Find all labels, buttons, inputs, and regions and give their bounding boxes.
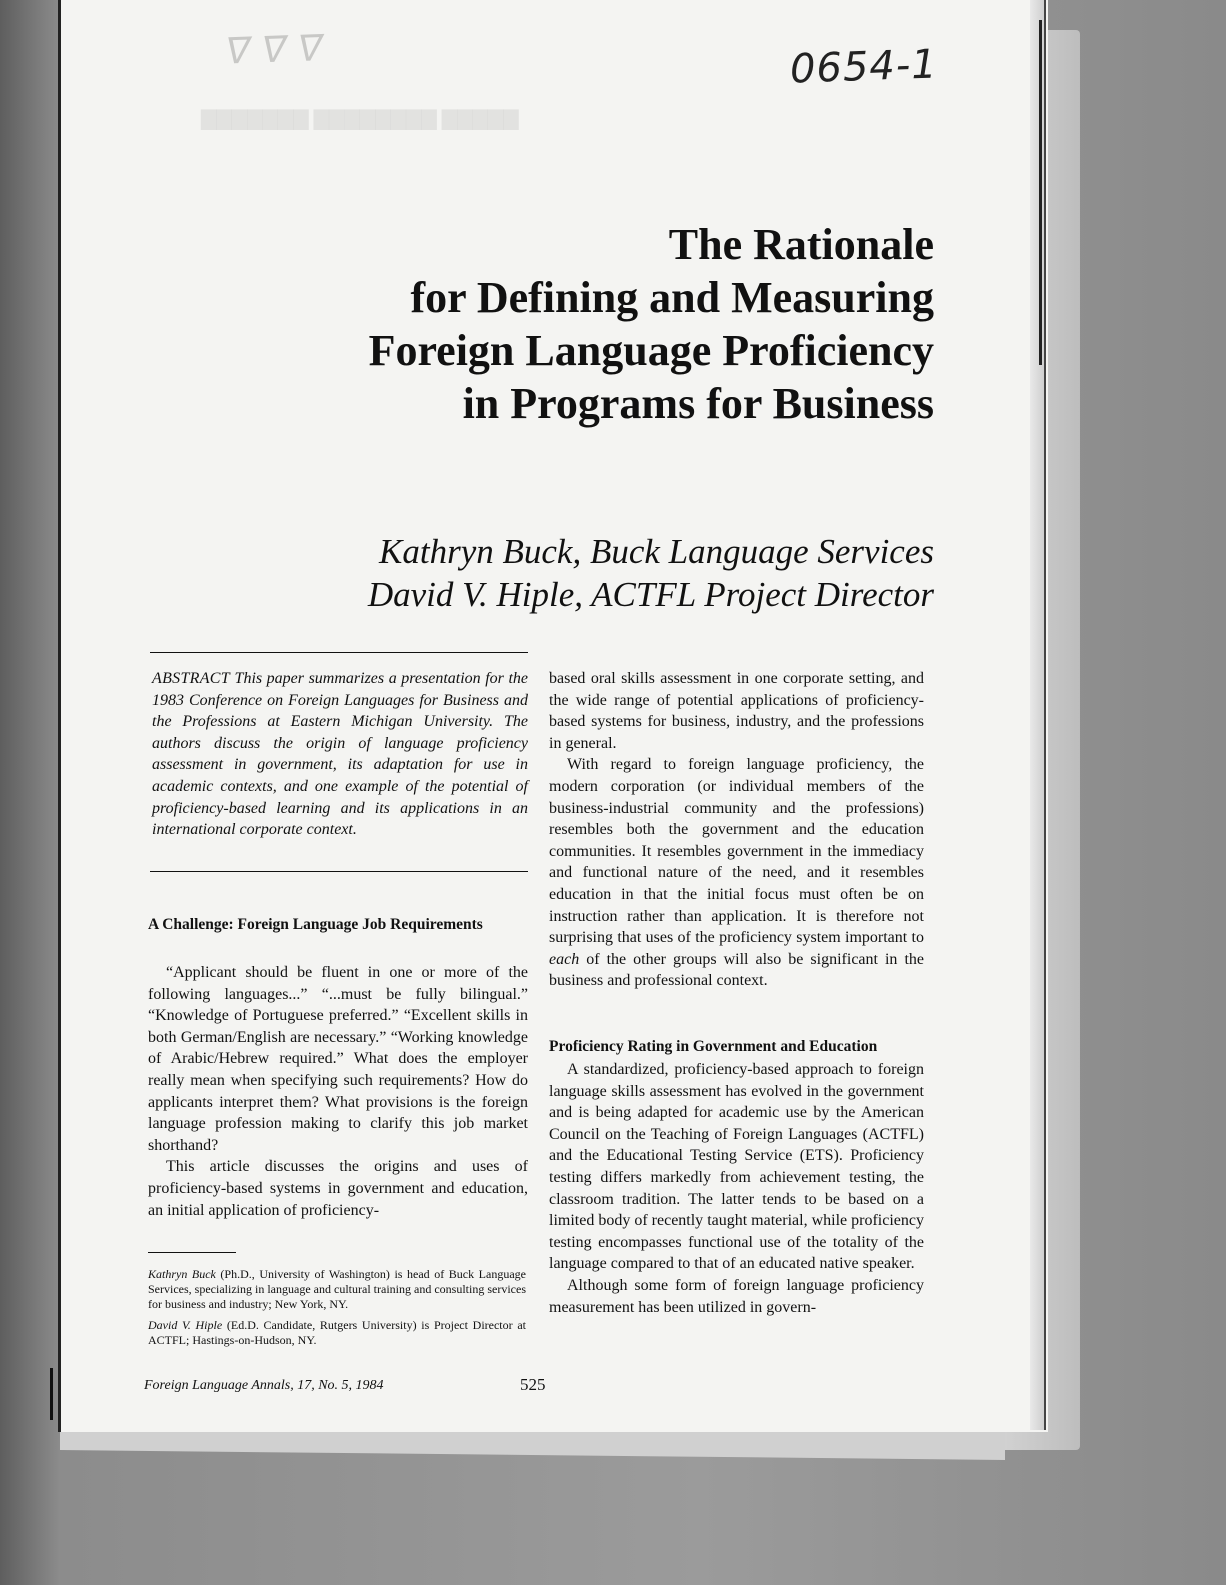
- emphasis-text: each: [549, 950, 580, 968]
- abstract-bottom-rule: [150, 871, 528, 872]
- title-line: The Rationale: [668, 220, 934, 269]
- author-footnotes: [148, 1267, 526, 1354]
- page-edge-shadow: [1039, 20, 1042, 365]
- body-paragraph: [549, 754, 924, 992]
- page-edge: [1030, 0, 1046, 1430]
- handwritten-catalog-code: 0654-1: [789, 41, 939, 93]
- body-paragraph: “Applicant should be fluent in one or more of the following languages...” “...must be fully bilingual.” “Knowledge of Portuguese preferred.” “Excellent skills in both German/English are necessary.” “Working knowledge of Arabic/Hebrew required.” What does the employer really mean when specifying such requirements? How do applicants interpret them? What provisions is the foreign language profession making to clarify this job market shorthand?: [148, 964, 528, 1154]
- author-line: Kathryn Buck, Buck Language Services: [379, 532, 934, 571]
- binding-mark: [50, 1368, 53, 1420]
- paragraph-text: of the other groups will also be significant in the business and professional context.: [549, 950, 924, 990]
- bleed-through-text: ▇▇▇▇▇ ▇▇▇▇▇▇▇▇ ▇▇▇▇▇▇▇: [201, 108, 519, 130]
- footnote-author: David V. Hiple: [148, 1318, 223, 1332]
- section-heading: A Challenge: Foreign Language Job Requirements: [148, 916, 483, 933]
- footnote: [148, 1318, 526, 1348]
- body-paragraph: A standardized, proficiency-based approach to foreign language skills assessment has evolved in the government and is being adapted for academic use by the American Council on the Teaching of Foreign Languages (ACTFL) and the Educational Testing Service (ETS). Proficiency testing differs markedly from achievement testing, the classroom tradition. The latter tends to be based on a limited body of recently taught material, while proficiency testing encompasses functional use of the totality of the language compared to that of an educated native speaker.: [549, 1061, 924, 1273]
- author-byline: [368, 530, 934, 616]
- faint-handwriting-bleed: ᐁ ᐁ ᐁ: [225, 28, 324, 73]
- abstract-top-rule: [150, 652, 528, 653]
- title-line: Foreign Language Proficiency: [368, 326, 934, 375]
- title-line: for Defining and Measuring: [410, 273, 934, 322]
- footnote-rule: [148, 1252, 236, 1253]
- footnote: [148, 1267, 526, 1312]
- body-paragraph: This article discusses the origins and uses of proficiency-based systems in government and education, an initial application of proficiency-: [148, 1158, 528, 1219]
- title-line: in Programs for Business: [462, 379, 934, 428]
- author-line: David V. Hiple, ACTFL Project Director: [367, 575, 934, 614]
- footnote-text: (Ed.D. Candidate, Rutgers University) is Project Director at ACTFL; Hastings-on-Hudson, NY.: [148, 1318, 526, 1347]
- abstract: [152, 668, 528, 841]
- abstract-text: This paper summarizes a presentation for the 1983 Conference on Foreign Languages for Business and the Professions at Eastern Michigan University. The authors discuss the origin of language proficiency assessment in government, its adaptation for use in academic contexts, and one example of the potential of proficiency-based learning and its applications in an international corporate context.: [152, 670, 529, 839]
- paragraph-text: With regard to foreign language proficiency, the modern corporation (or individual members of the business-industrial community and the professions) resembles both the government and the education communities. It resembles government in the immediacy and functional nature of the need, and it resembles education in that the initial focus must often be on instruction rather than application. It is therefore not surprising that uses of the proficiency system important to: [549, 756, 924, 947]
- page-number: 525: [520, 1375, 546, 1394]
- footnote-text: (Ph.D., University of Washington) is head of Buck Language Services, specializing in language and cultural training and consulting services for business and industry; New York, NY.: [148, 1267, 526, 1311]
- abstract-label: ABSTRACT: [152, 670, 230, 687]
- section-heading: Proficiency Rating in Government and Education: [549, 1038, 878, 1055]
- journal-citation: Foreign Language Annals, 17, No. 5, 1984: [144, 1378, 384, 1393]
- article-title: [369, 218, 934, 430]
- column-left: [148, 962, 528, 1221]
- body-paragraph: based oral skills assessment in one corporate setting, and the wide range of potential applications of proficiency-based systems for business, industry, and the professions in general.: [549, 670, 924, 752]
- column-right: [549, 668, 924, 992]
- body-paragraph: Although some form of foreign language proficiency measurement has been utilized in govern-: [549, 1276, 924, 1316]
- column-right-lower: [549, 1059, 924, 1318]
- footnote-author: Kathryn Buck: [148, 1267, 216, 1281]
